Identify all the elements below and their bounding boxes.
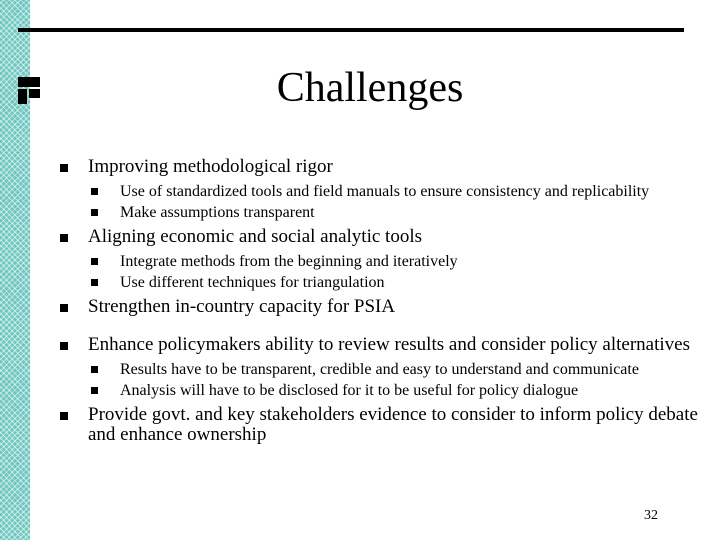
bullet-text: Enhance policymakers ability to review results and consider policy alternatives xyxy=(88,334,690,355)
sub-bullet-item xyxy=(91,183,700,200)
square-bullet-icon xyxy=(91,366,98,373)
bullet-list xyxy=(60,157,700,451)
sub-bullet-item xyxy=(91,382,700,399)
square-bullet-icon xyxy=(60,304,68,312)
sub-bullet-item xyxy=(91,204,700,221)
bullet-text: Strengthen in-country capacity for PSIA xyxy=(88,296,396,317)
bullet-item xyxy=(60,157,700,177)
square-bullet-icon xyxy=(91,387,98,394)
bullet-item xyxy=(60,297,700,317)
square-bullet-icon xyxy=(91,279,98,286)
sub-bullet-text: Use of standardized tools and field manuals to ensure consistency and replicability xyxy=(120,183,650,200)
bullet-item xyxy=(60,227,700,247)
square-bullet-icon xyxy=(60,164,68,172)
sub-bullet-item xyxy=(91,253,700,270)
sub-bullet-text: Results have to be transparent, credible and easy to understand and communicate xyxy=(120,361,639,378)
sub-bullet-item xyxy=(91,274,700,291)
sub-bullet-item xyxy=(91,361,700,378)
square-bullet-icon xyxy=(60,342,68,350)
square-bullet-icon xyxy=(60,412,68,420)
bullet-item xyxy=(60,405,700,445)
bullet-text: Provide govt. and key stakeholders evidence to consider to inform policy debate and enhance ownership xyxy=(88,404,698,445)
sub-bullet-text: Analysis will have to be disclosed for it to be useful for policy dialogue xyxy=(120,382,579,399)
sub-bullet-text: Make assumptions transparent xyxy=(120,204,315,221)
square-bullet-icon xyxy=(91,209,98,216)
bullet-text: Improving methodological rigor xyxy=(88,156,333,177)
sub-bullet-text: Use different techniques for triangulation xyxy=(120,274,385,291)
square-bullet-icon xyxy=(91,258,98,265)
square-bullet-icon xyxy=(60,234,68,242)
bullet-item xyxy=(60,335,700,355)
page-number: 32 xyxy=(644,508,658,523)
square-bullet-icon xyxy=(91,188,98,195)
top-divider-line xyxy=(18,28,684,32)
bullet-text: Aligning economic and social analytic tools xyxy=(88,226,423,247)
sub-bullet-text: Integrate methods from the beginning and iteratively xyxy=(120,253,458,270)
slide-title: Challenges xyxy=(276,65,464,111)
